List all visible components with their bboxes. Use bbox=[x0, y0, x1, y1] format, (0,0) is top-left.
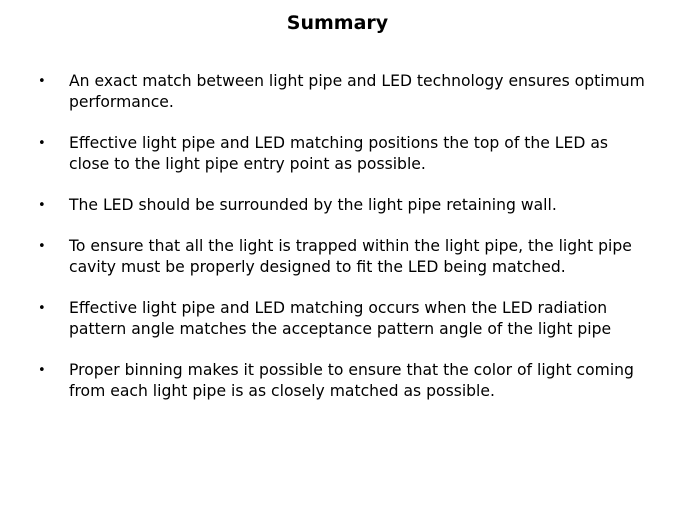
bullet-text: The LED should be surrounded by the light pipe retaining wall. bbox=[69, 196, 557, 214]
bullet-item bbox=[0, 236, 675, 278]
bullet-icon: • bbox=[38, 301, 46, 316]
bullet-icon: • bbox=[38, 239, 46, 254]
bullet-text: An exact match between light pipe and LED technology ensures optimum performance. bbox=[69, 72, 645, 111]
bullet-text: To ensure that all the light is trapped within the light pipe, the light pipe cavity must be properly designed to fit the LED being matched. bbox=[69, 237, 632, 276]
bullet-icon: • bbox=[38, 363, 46, 378]
bullet-text: Effective light pipe and LED matching positions the top of the LED as close to the light pipe entry point as possible. bbox=[69, 134, 608, 173]
bullet-text: Proper binning makes it possible to ensure that the color of light coming from each light pipe is as closely matched as possible. bbox=[69, 361, 634, 400]
bullet-icon: • bbox=[38, 198, 46, 213]
bullet-item bbox=[0, 360, 675, 402]
bullet-item bbox=[0, 71, 675, 113]
bullet-icon: • bbox=[38, 136, 46, 151]
bullet-icon: • bbox=[38, 74, 46, 89]
bullet-text: Effective light pipe and LED matching occurs when the LED radiation pattern angle matches the acceptance pattern angle of the light pipe bbox=[69, 299, 612, 338]
bullet-item bbox=[0, 133, 675, 175]
bullet-list bbox=[0, 71, 675, 422]
bullet-item bbox=[0, 298, 675, 340]
bullet-item bbox=[0, 195, 675, 216]
slide-title: Summary bbox=[286, 12, 389, 34]
